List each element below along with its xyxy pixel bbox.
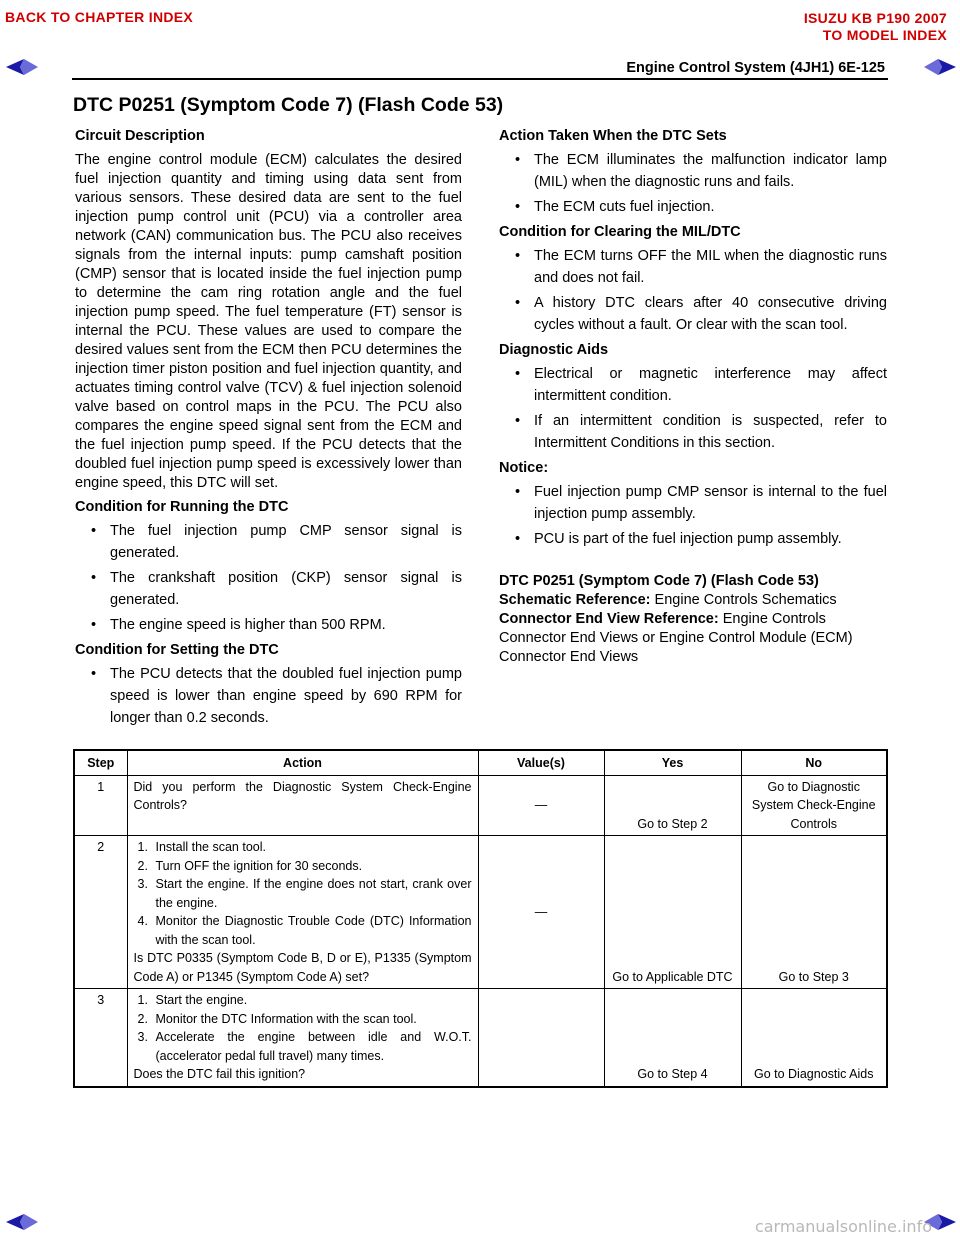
step-yes-link[interactable]: Go to Applicable DTC (604, 836, 741, 989)
column-header-action: Action (127, 750, 478, 775)
step-value: — (478, 775, 604, 836)
list-item: • The fuel injection pump CMP sensor signal is generated. (75, 520, 462, 564)
step-number: 3 (74, 989, 127, 1087)
step-yes-link[interactable]: Go to Step 2 (604, 775, 741, 836)
step-no-link[interactable]: Go to Diagnostic System Check-Engine Controls (741, 775, 887, 836)
step-question: Does the DTC fail this ignition? (133, 1067, 306, 1081)
running-conditions-list (75, 520, 462, 636)
diagnostic-step-table (73, 749, 888, 1088)
column-header-no: No (741, 750, 887, 775)
step-action (127, 989, 478, 1087)
list-item: • PCU is part of the fuel injection pump assembly. (499, 528, 887, 550)
list-item: • The ECM cuts fuel injection. (499, 196, 887, 218)
table-header-row (74, 750, 887, 775)
list-item: 2. Monitor the DTC Information with the scan tool. (137, 1011, 417, 1026)
step-action-list (134, 838, 472, 949)
step-no-link[interactable]: Go to Diagnostic Aids (741, 989, 887, 1087)
step-action (127, 836, 478, 989)
list-item: • If an intermittent condition is suspected, refer to Intermittent Conditions in this section. (499, 410, 887, 454)
step-question: Did you perform the Diagnostic System Check-Engine Controls? (133, 779, 472, 812)
step-action-list (134, 991, 472, 1065)
step-no-link[interactable]: Go to Step 3 (741, 836, 887, 989)
left-column (75, 127, 462, 732)
connector-reference-label: Connector End View Reference: (499, 611, 719, 627)
clearing-conditions-list (499, 245, 887, 336)
table-row (74, 836, 887, 989)
arrow-left-icon[interactable] (6, 1213, 38, 1231)
running-conditions-heading: Condition for Running the DTC (75, 499, 289, 515)
setting-conditions-list (75, 663, 462, 729)
notice-heading: Notice: (499, 460, 549, 476)
list-item: 3. Accelerate the engine between idle and W.O.T. (accelerator pedal full travel) many times. (137, 1030, 472, 1063)
column-header-values: Value(s) (478, 750, 604, 775)
watermark: carmanualsonline.info (754, 1217, 932, 1236)
running-header: Engine Control System (4JH1) 6E-125 (626, 60, 885, 76)
notice-list (499, 481, 887, 550)
reference-block (499, 572, 887, 667)
diagnostic-aids-heading: Diagnostic Aids (499, 342, 609, 358)
table-row (74, 775, 887, 836)
list-item: 4. Monitor the Diagnostic Trouble Code (DTC) Information with the scan tool. (137, 914, 472, 947)
list-item: 1. Install the scan tool. (137, 840, 266, 854)
circuit-description-text: The engine control module (ECM) calculates the desired fuel injection quantity and timing using data sent from various sensors. These desired data are sent to the fuel injection pump control unit (PCU) via a controller area network (CAN) communication bus. The PCU also receives signals from the internal inputs: pump camshaft position (CMP) sensor that is located inside the fuel injection pump to determine the cam ring rotation angle and the fuel injection pump speed. The fuel temperature (FT) sensor is internal the PCU. These values are used to compare the desired values sent from the ECM then PCU determines the injection timer piston position and fuel injection quantity, and actuates timing control valve (TCV) & fuel injection solenoid valve based on control maps in the PCU. The PCU also compares the engine speed signal sent from the ECM and the fuel injection pump speed. If the PCU detects that the doubled fuel injection pump speed is excessively lower than engine speed, this DTC will set. (75, 152, 462, 491)
model-index-link[interactable] (804, 10, 947, 44)
step-yes-link[interactable]: Go to Step 4 (604, 989, 741, 1087)
table-row (74, 989, 887, 1087)
list-item: 2. Turn OFF the ignition for 30 seconds. (137, 858, 363, 873)
column-header-step: Step (74, 750, 127, 775)
page-title: DTC P0251 (Symptom Code 7) (Flash Code 53) (73, 94, 504, 116)
model-name-label: ISUZU KB P190 2007 (803, 10, 947, 26)
step-number: 2 (74, 836, 127, 989)
list-item: • The engine speed is higher than 500 RPM. (75, 614, 462, 636)
schematic-reference-link[interactable]: Engine Controls Schematics (650, 592, 837, 608)
list-item: 3. Start the engine. If the engine does not start, crank over the engine. (137, 877, 472, 910)
list-item: • Electrical or magnetic interference may affect intermittent condition. (499, 363, 887, 407)
list-item: • The ECM turns OFF the MIL when the diagnostic runs and does not fail. (499, 245, 887, 289)
step-question: Is DTC P0335 (Symptom Code B, D or E), P1335 (Symptom Code A) or P1345 (Symptom Code A) set? (133, 951, 472, 984)
step-value (478, 989, 604, 1087)
list-item: • The crankshaft position (CKP) sensor signal is generated. (75, 567, 462, 611)
action-taken-list (499, 149, 887, 218)
circuit-description-heading: Circuit Description (75, 128, 205, 144)
step-value: — (478, 836, 604, 989)
back-to-chapter-index-link[interactable]: BACK TO CHAPTER INDEX (5, 9, 194, 25)
schematic-reference-label: Schematic Reference: (499, 592, 651, 608)
diagnostic-aids-list (499, 363, 887, 454)
right-column (499, 127, 887, 667)
header-divider (72, 78, 888, 80)
list-item: 1. Start the engine. (137, 993, 248, 1007)
clearing-conditions-heading: Condition for Clearing the MIL/DTC (499, 224, 741, 240)
action-taken-heading: Action Taken When the DTC Sets (499, 128, 727, 144)
column-header-yes: Yes (604, 750, 741, 775)
arrow-right-icon[interactable] (924, 58, 956, 76)
to-model-index-label[interactable]: TO MODEL INDEX (822, 27, 947, 43)
step-action (127, 775, 478, 836)
setting-conditions-heading: Condition for Setting the DTC (75, 642, 279, 658)
list-item: • A history DTC clears after 40 consecutive driving cycles without a fault. Or clear with the scan tool. (499, 292, 887, 336)
connector-reference-link[interactable]: Engine Controls Connector End Views or Engine Control Module (ECM) Connector End Views (499, 611, 853, 665)
list-item: • The ECM illuminates the malfunction indicator lamp (MIL) when the diagnostic runs and fails. (499, 149, 887, 193)
list-item: • Fuel injection pump CMP sensor is internal to the fuel injection pump assembly. (499, 481, 887, 525)
arrow-left-icon[interactable] (6, 58, 38, 76)
step-number: 1 (74, 775, 127, 836)
list-item: • The PCU detects that the doubled fuel injection pump speed is lower than engine speed by 690 RPM for longer than 0.2 seconds. (75, 663, 462, 729)
reference-title: DTC P0251 (Symptom Code 7) (Flash Code 53) (499, 573, 819, 589)
